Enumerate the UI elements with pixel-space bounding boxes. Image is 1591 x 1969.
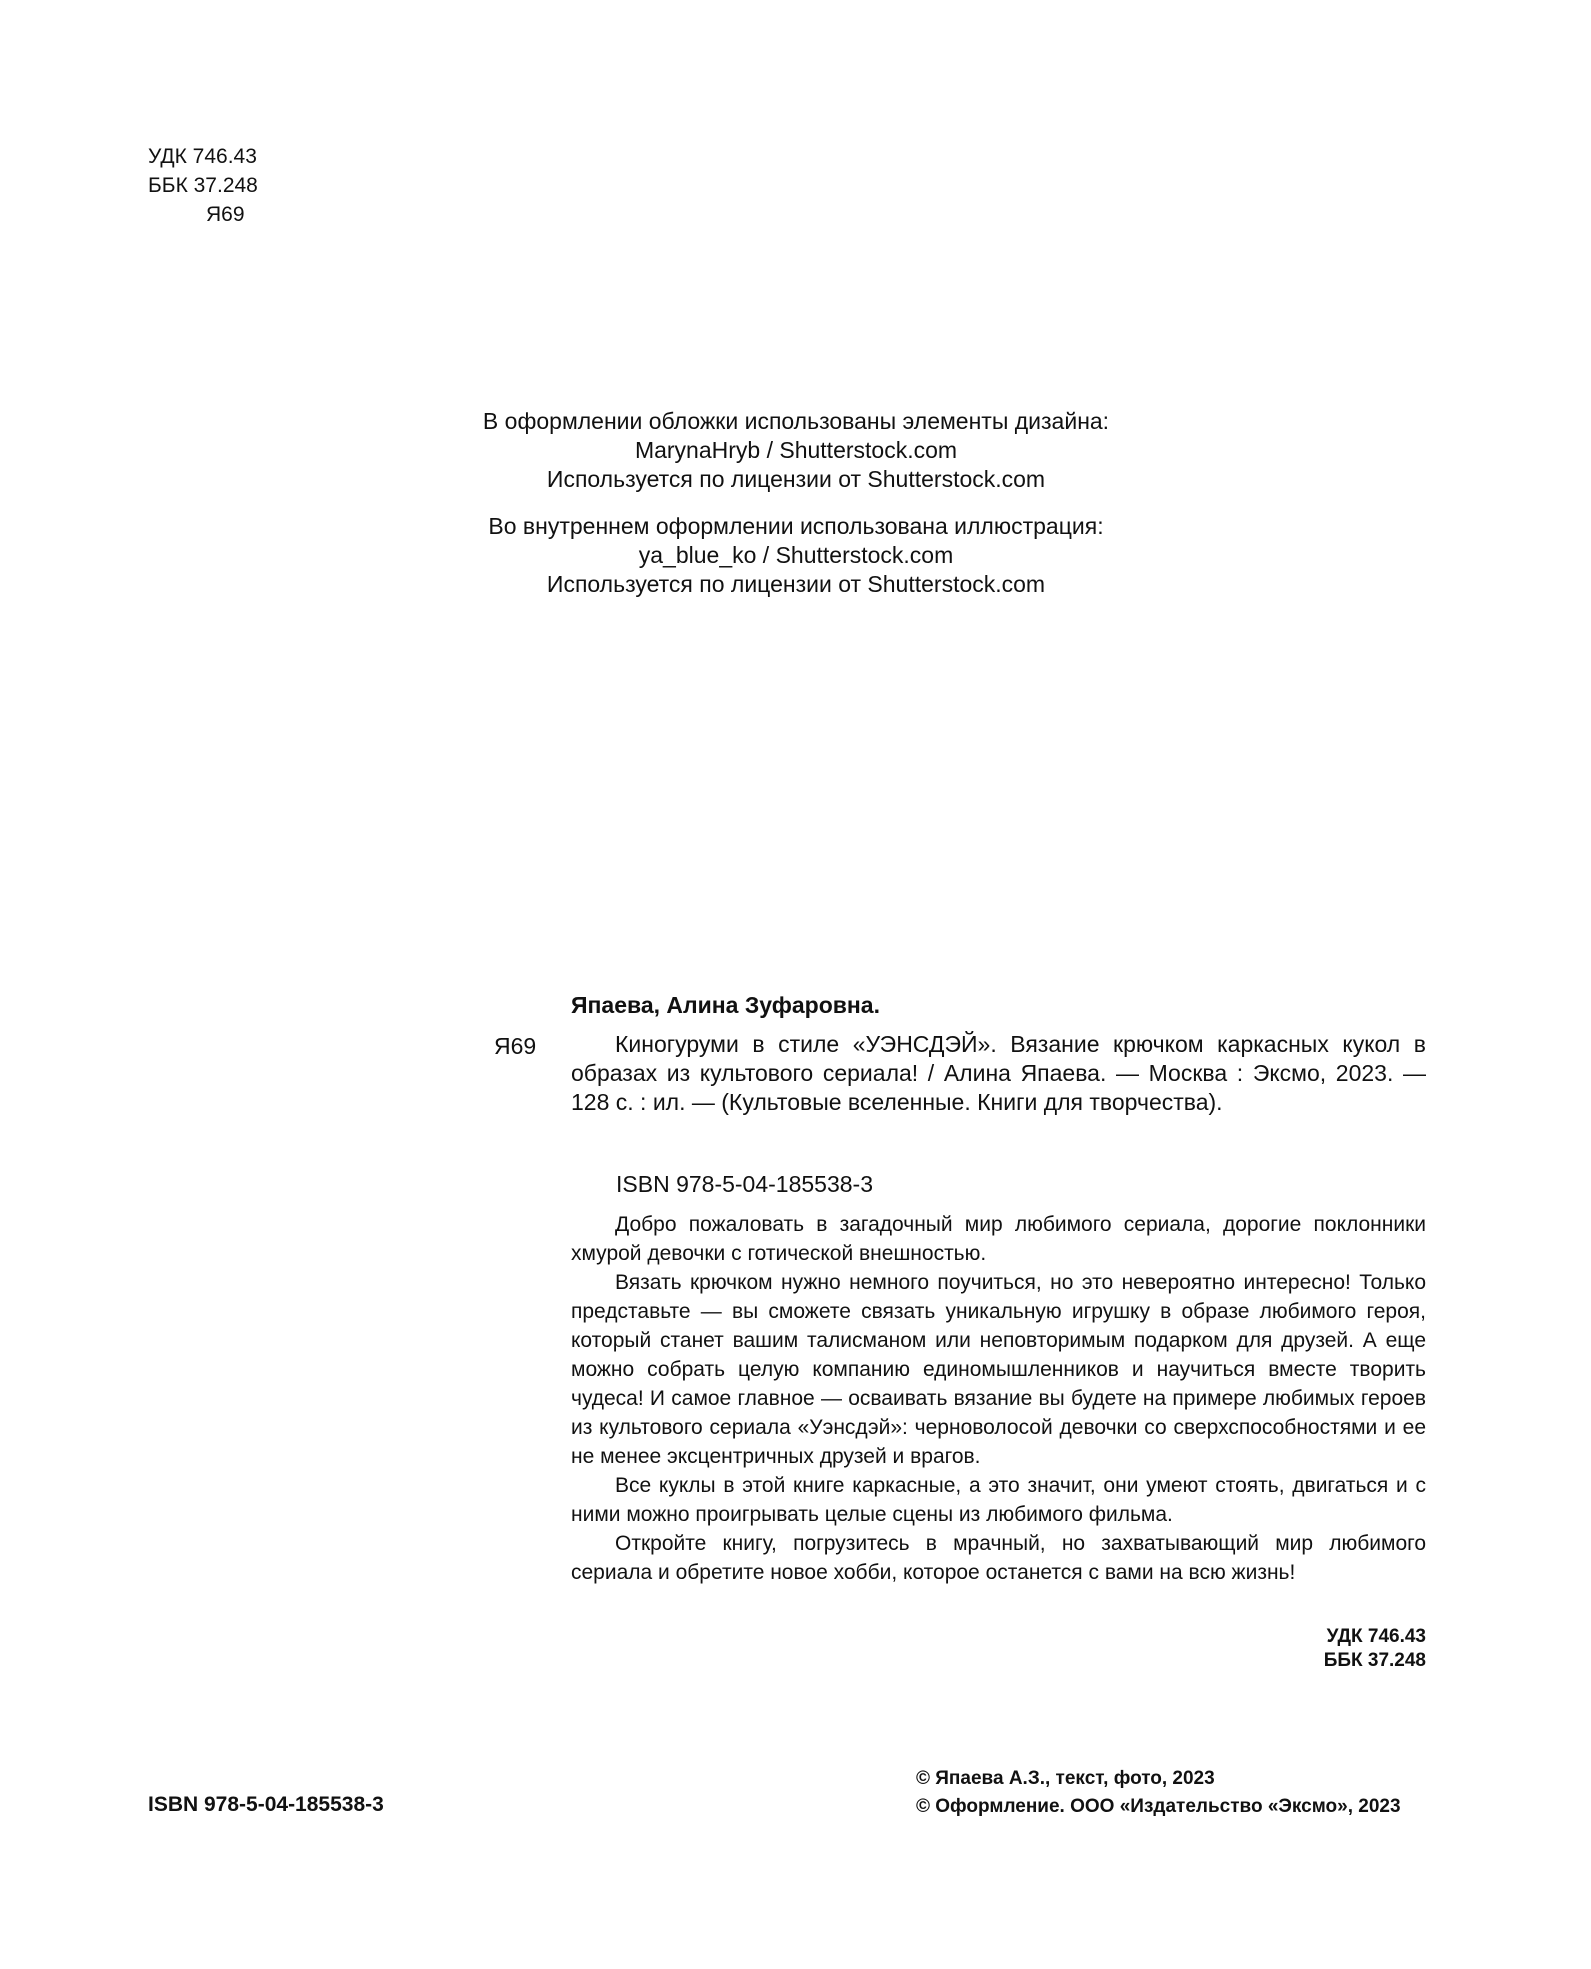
inner-credits-heading: Во внутреннем оформлении использована иллюстрация:: [488, 513, 1104, 539]
record-isbn: ISBN 978-5-04-185538-3: [616, 1171, 873, 1197]
udk-code: УДК 746.43: [1326, 1626, 1426, 1647]
cover-credits-source: MarynaHryb / Shutterstock.com: [634, 437, 958, 463]
record-description: Киногуруми в стиле «УЭНСДЭЙ». Вязание крючком каркасных кукол в образах из культового сериала! / Алина Япаева. — Москва : Эксмо, 2023. — 128 с. : ил. — (Культовые вселенные. Книги для творчества).: [571, 1031, 1426, 1115]
annotation-paragraph: Откройте книгу, погрузитесь в мрачный, но захватывающий мир любимого сериала и обретите новое хобби, которое останется с вами на всю жизнь!: [571, 1532, 1426, 1584]
annotation-paragraph: Вязать крючком нужно немного поучиться, но это невероятно интересно! Только представьте — вы сможете связать уникальную игрушку в образе любимого героя, который станет вашим талисманом или неповторимым подарком для друзей. А еще можно собрать целую компанию единомышленников и научиться вместе творить чудеса! И самое главное — осваивать вязание вы будете на примере любимых героев из культового сериала «Уэнсдэй»: черноволосой девочки со сверхспособностями и ее не менее эксцентричных друзей и врагов.: [571, 1271, 1426, 1468]
classification-codes-bottom: [1324, 1625, 1426, 1673]
author-mark: Я69: [206, 203, 245, 226]
record-index-code: Я69: [494, 1033, 537, 1059]
bbk-code: ББК 37.248: [1323, 1650, 1426, 1671]
inner-illustration-credits: [400, 512, 1192, 599]
record-author: Япаева, Алина Зуфаровна.: [571, 992, 880, 1018]
bbk-code: ББК 37.248: [148, 174, 258, 197]
udk-code: УДК 746.43: [148, 145, 257, 168]
copyright-text: © Япаева А.З., текст, фото, 2023: [916, 1768, 1215, 1789]
inner-credits-source: ya_blue_ko / Shutterstock.com: [638, 542, 954, 568]
annotation-paragraph: Добро пожаловать в загадочный мир любимого сериала, дорогие поклонники хмурой девочки с готической внешностью.: [571, 1213, 1426, 1265]
annotation-paragraph: Все куклы в этой книге каркасные, а это значит, они умеют стоять, двигаться и с ними можно проигрывать целые сцены из любимого фильма.: [571, 1474, 1426, 1526]
annotation: [571, 1210, 1426, 1587]
copyright-design: © Оформление. ООО «Издательство «Эксмо», 2023: [916, 1796, 1401, 1817]
classification-codes-top: [148, 142, 258, 229]
inner-credits-license: Используется по лицензии от Shutterstock.com: [546, 571, 1046, 597]
cover-design-credits: [400, 407, 1192, 494]
cover-credits-license: Используется по лицензии от Shutterstock.com: [546, 466, 1046, 492]
copyright-block: [916, 1765, 1401, 1821]
cover-credits-heading: В оформлении обложки использованы элементы дизайна:: [482, 408, 1110, 434]
footer-isbn: ISBN 978-5-04-185538-3: [148, 1793, 384, 1816]
